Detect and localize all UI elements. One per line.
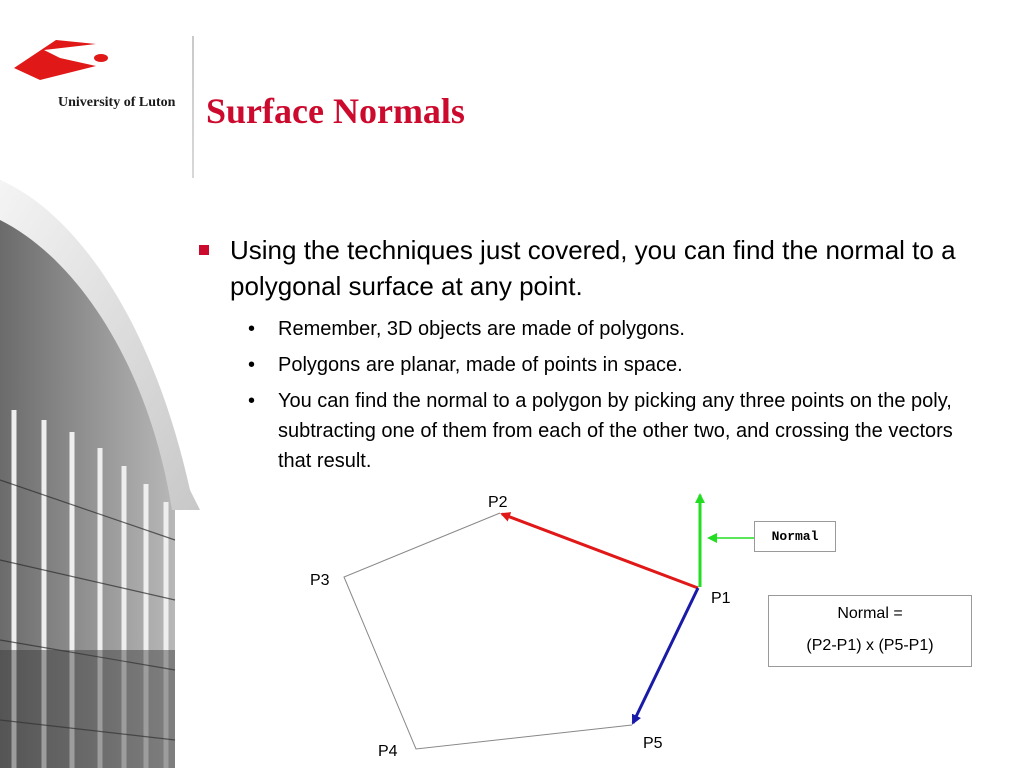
sub-bullet: • Remember, 3D objects are made of polygons. xyxy=(248,314,966,344)
point-label-p1: P1 xyxy=(711,590,731,607)
point-label-p2: P2 xyxy=(488,494,508,511)
formula-line-2: (P2-P1) x (P5-P1) xyxy=(806,637,934,654)
sub-bullet: • Polygons are planar, made of points in space. xyxy=(248,350,966,380)
university-logo xyxy=(0,0,190,130)
formula-box xyxy=(768,595,972,667)
main-bullet-text: Using the techniques just covered, you can find the normal to a polygonal surface at any point. xyxy=(230,235,956,301)
point-label-p3: P3 xyxy=(310,572,330,589)
square-bullet-icon xyxy=(199,245,209,255)
vector-p5-minus-p1 xyxy=(633,588,698,723)
normal-label: Normal xyxy=(771,529,819,544)
sub-bullet-list xyxy=(248,314,966,476)
vector-p2-minus-p1 xyxy=(502,514,698,588)
sub-bullet: • You can find the normal to a polygon by picking any three points on the poly, subtracting one of them from each of the other two, and crossing the vectors that result. xyxy=(248,386,966,476)
header-divider xyxy=(192,36,194,178)
point-label-p4: P4 xyxy=(378,743,398,760)
logo-mark-icon xyxy=(0,0,190,95)
slide-content xyxy=(196,232,966,482)
point-label-p5: P5 xyxy=(643,735,663,752)
slide-title: Surface Normals xyxy=(206,91,465,131)
formula-line-1: Normal = xyxy=(837,605,903,622)
logo-text: University of Luton xyxy=(58,95,176,110)
dot-bullet-icon: • xyxy=(248,318,256,340)
building-photo xyxy=(0,180,200,768)
dot-bullet-icon: • xyxy=(248,390,256,412)
main-bullet xyxy=(196,232,966,304)
dot-bullet-icon: • xyxy=(248,354,256,376)
normal-label-box xyxy=(754,521,836,552)
polygon-outline xyxy=(344,513,632,749)
